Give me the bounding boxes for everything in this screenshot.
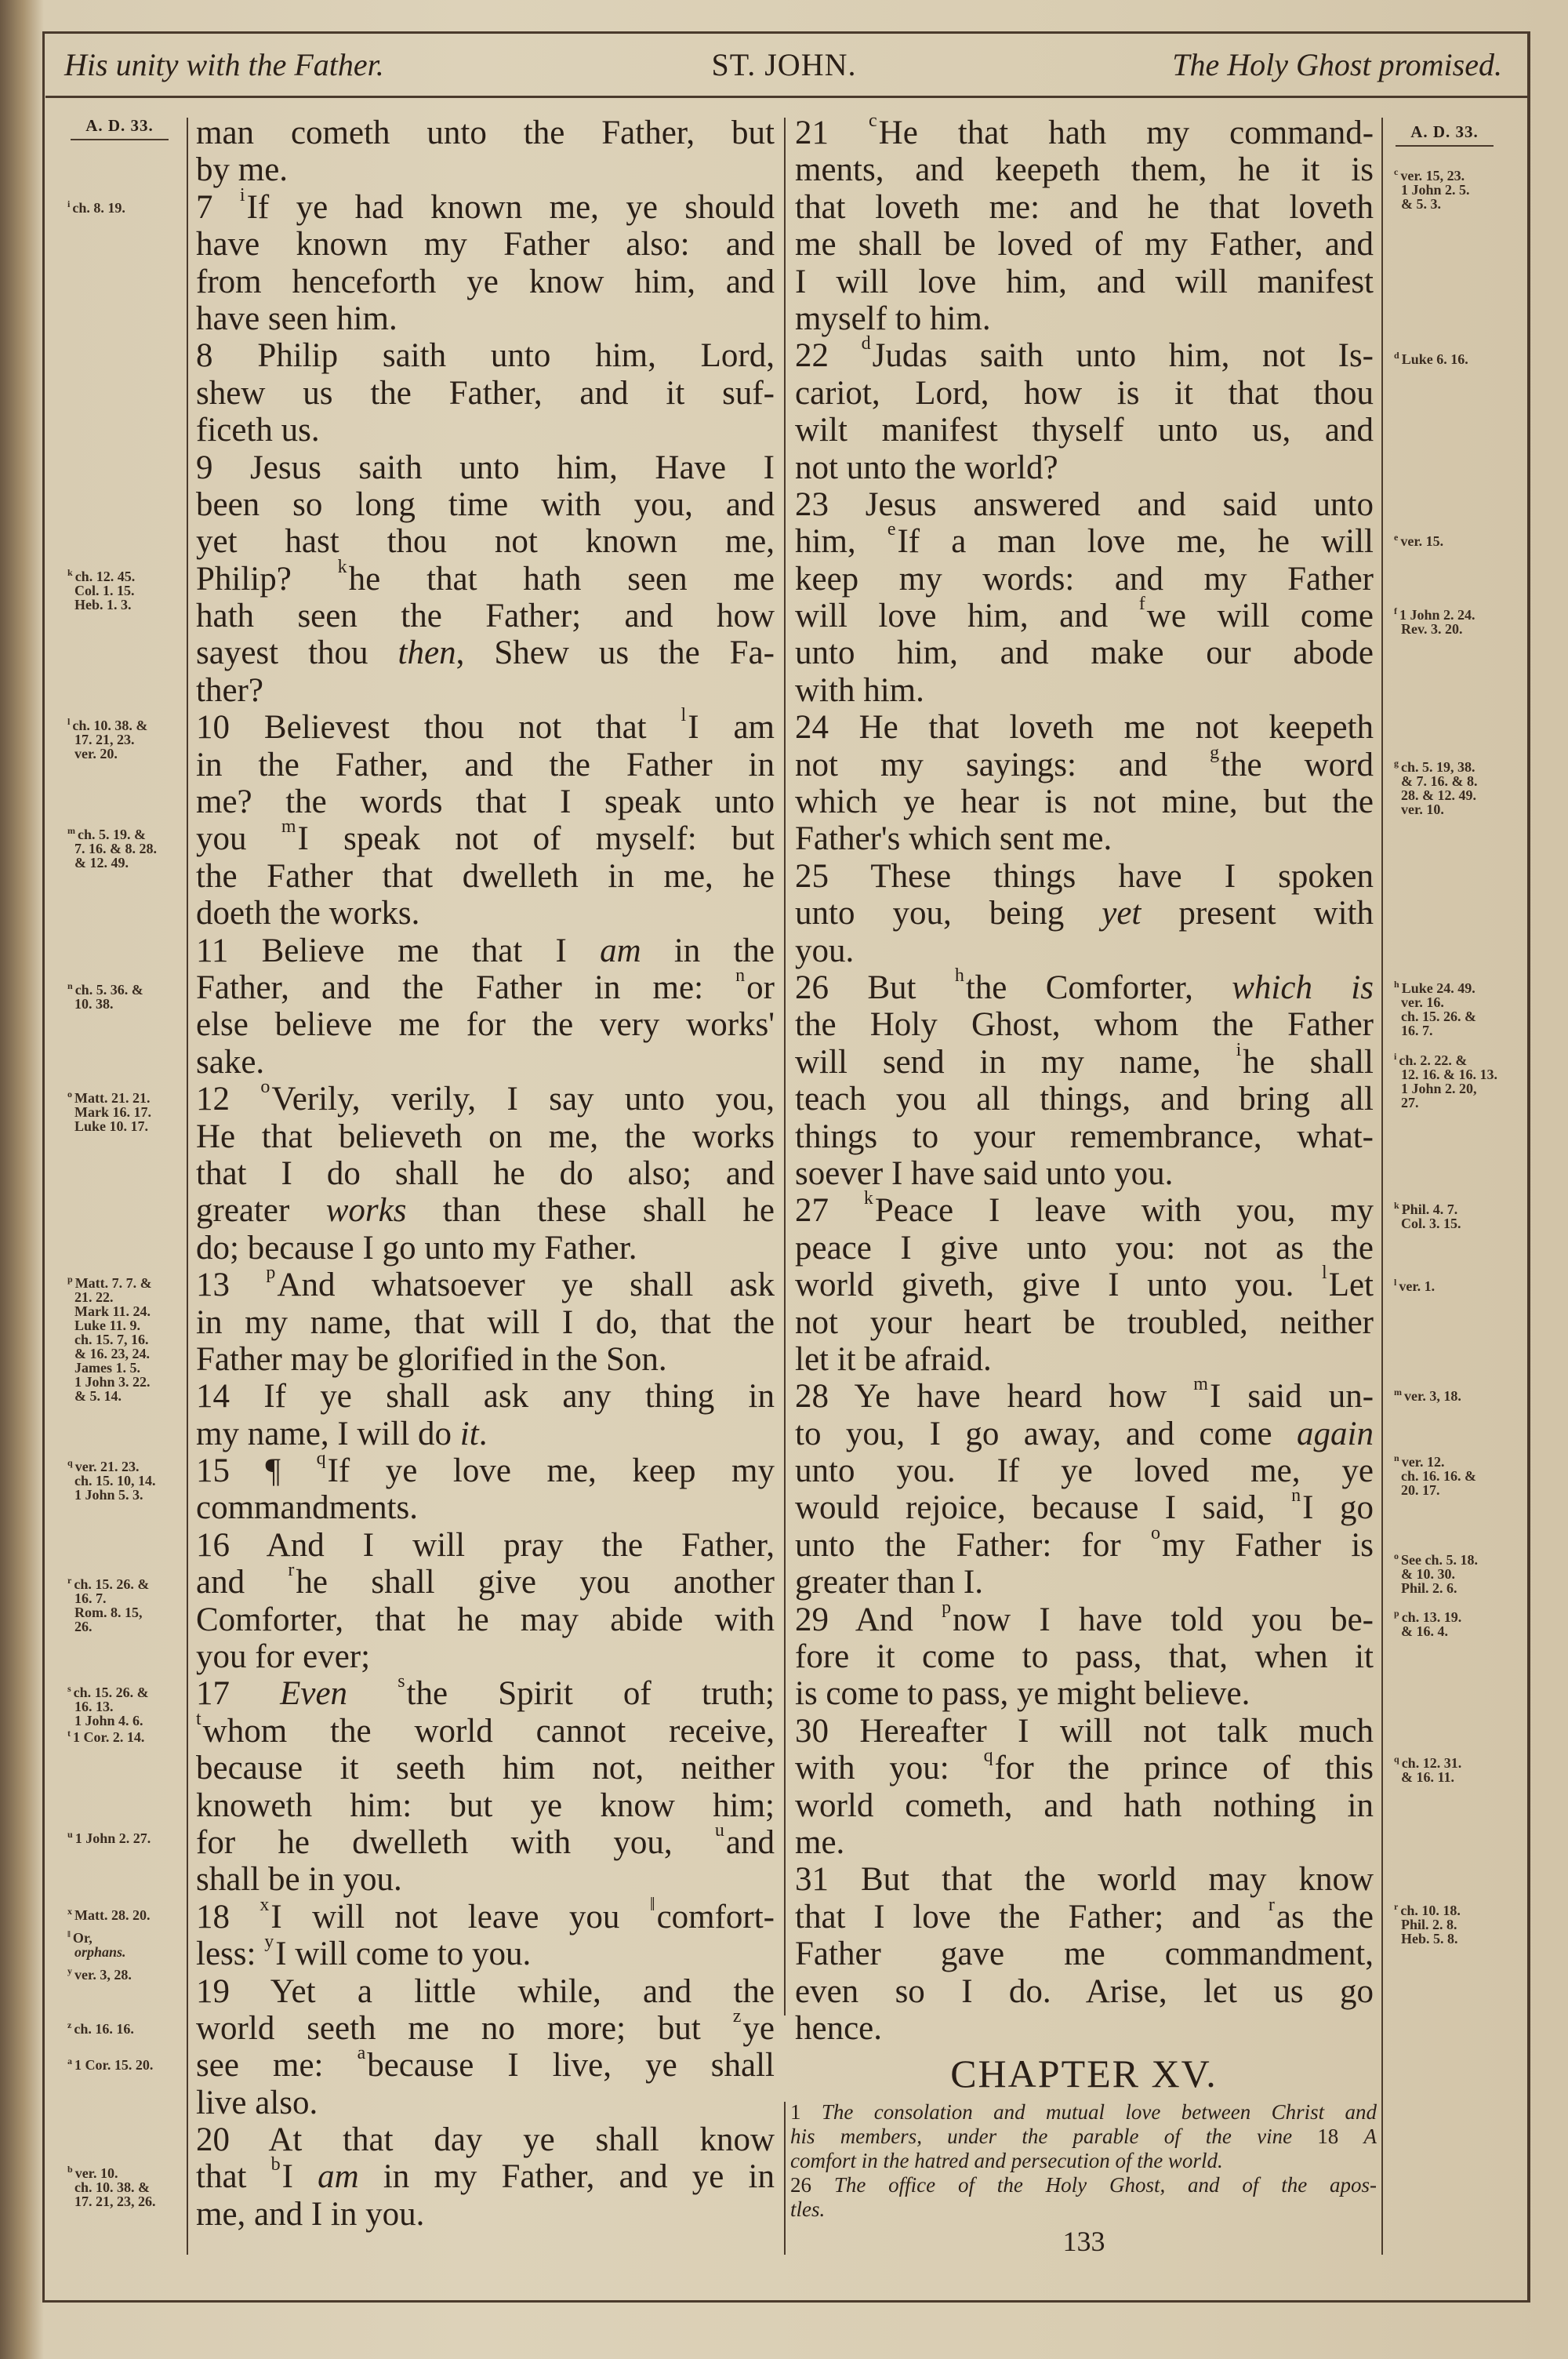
verse-number: 18 — [1317, 2125, 1364, 2148]
reference-text: ch. 12. 31. & 16. 11. — [1401, 1755, 1462, 1785]
reference-mark: f — [1138, 594, 1145, 615]
text-line: with him. — [795, 671, 924, 709]
text-line: have seen him. — [196, 300, 397, 337]
reference-mark: y — [264, 1932, 274, 1953]
reference-mark: o — [1394, 1550, 1399, 1561]
text-line: 27 $^k$Peace I leave with you, my — [795, 1188, 1374, 1230]
reference-mark: l — [1322, 1263, 1327, 1284]
text-line: 8 Philip saith unto him, Lord, — [196, 337, 775, 375]
reference-mark: h — [1394, 979, 1399, 990]
reference-mark: o — [1150, 1522, 1160, 1543]
text-line: comfort in the hatred and persecution of the world. — [790, 2149, 1223, 2172]
text-line: Philip? $^k$he that hath seen me — [196, 556, 775, 598]
text-line: 19 Yet a little while, and the — [196, 1972, 775, 2010]
cross-reference-note — [1394, 166, 1470, 212]
reference-mark: g — [1210, 742, 1220, 763]
text-line: me shall be loved of my Father, and — [795, 226, 1374, 264]
cross-reference-note — [1394, 1903, 1461, 1946]
reference-mark: i — [1236, 1039, 1242, 1060]
text-line: been so long time with you, and — [196, 485, 775, 523]
reference-text: ver. 3, 28. — [74, 1967, 132, 1983]
italic-text: am — [318, 2158, 359, 2196]
text-line: in my name, that will I do, that the — [196, 1303, 775, 1341]
reference-text: ch. 10. 38. & 17. 21, 23. ver. 20. — [72, 718, 148, 761]
reference-text: ver. 12. ch. 16. 16. & 20. 17. — [1401, 1454, 1476, 1498]
reference-text: ch. 5. 19. & 7. 16. & 8. 28. & 12. 49. — [74, 827, 157, 871]
text-line: 25 These things have I spoken — [795, 857, 1374, 895]
reference-mark: k — [1394, 1200, 1399, 1211]
reference-mark: f — [1394, 605, 1397, 616]
reference-mark: y — [67, 1965, 72, 1976]
text-line: commandments. — [196, 1489, 419, 1527]
text-line: knoweth him: but ye know him; — [196, 1787, 775, 1824]
text-line: me. — [795, 1823, 845, 1861]
text-line: shall be in you. — [196, 1861, 402, 1899]
reference-mark: z — [67, 2019, 72, 2030]
text-line: teach you all things, and bring all — [795, 1081, 1374, 1118]
text-line: the Father that dwelleth in me, he — [196, 857, 775, 895]
text-line: 16 And I will pray the Father, — [196, 1526, 775, 1564]
text-line: unto you, being yet present with — [795, 895, 1374, 932]
text-line: that I do shall he do also; and — [196, 1154, 775, 1192]
reference-mark: p — [1394, 1608, 1399, 1619]
text-line: 11 Believe me that I am in the — [196, 932, 775, 969]
text-line: 14 If ye shall ask any thing in — [196, 1378, 775, 1416]
text-line: 22 $^d$Judas saith unto him, not Is- — [795, 333, 1374, 375]
text-line: myself to him. — [795, 300, 991, 337]
text-line: to you, I go away, and come again — [795, 1415, 1374, 1452]
text-line: 1 The consolation and mutual love between Christ and — [790, 2100, 1377, 2124]
text-line: do; because I go unto my Father. — [196, 1229, 637, 1267]
running-head-left: His unity with the Father. — [64, 47, 384, 82]
reference-text: ch. 13. 19. & 16. 4. — [1401, 1609, 1462, 1639]
reference-text: ver. 15, 23. 1 John 2. 5. & 5. 3. — [1400, 168, 1470, 212]
text-line: unto the Father: for $^o$my Father is — [795, 1522, 1374, 1564]
reference-mark: b — [270, 2154, 281, 2175]
text-line: soever I have said unto you. — [795, 1154, 1174, 1192]
reference-mark: l — [1394, 1277, 1397, 1288]
cross-reference-note — [1394, 1756, 1461, 1784]
cross-reference-note — [1394, 981, 1476, 1038]
cross-reference-note — [67, 827, 157, 870]
text-line: tles. — [790, 2197, 826, 2221]
text-line: 31 But that the world may know — [795, 1861, 1374, 1899]
text-line: greater than I. — [795, 1564, 983, 1601]
reference-mark: h — [954, 965, 964, 986]
reference-mark: u — [714, 1819, 724, 1841]
cross-reference-note — [67, 1730, 144, 1744]
reference-mark: k — [67, 567, 73, 578]
reference-text: ch. 5. 19, 38. & 7. 16. & 8. 28. & 12. 49. ver. 10. — [1401, 759, 1478, 817]
text-line: He that believeth on me, the works — [196, 1118, 775, 1155]
text-line: from henceforth ye know him, and — [196, 263, 775, 300]
text-line: hence. — [795, 2009, 883, 2047]
right-margin-rule — [1381, 118, 1383, 2255]
italic-text: then — [397, 634, 456, 672]
reference-mark: o — [67, 1089, 72, 1100]
text-line: with you: $^q$for the prince of this — [795, 1746, 1374, 1787]
text-line: would rejoice, because I said, $^n$I go — [795, 1485, 1374, 1527]
reference-mark: i — [1394, 1051, 1397, 1062]
text-line: 13 $^p$And whatsoever ye shall ask — [196, 1263, 775, 1304]
text-line: have known my Father also: and — [196, 226, 775, 264]
text-line: man cometh unto the Father, but — [196, 114, 775, 151]
reference-mark: k — [337, 556, 347, 577]
cross-reference-note — [67, 1459, 156, 1502]
reference-mark: q — [316, 1448, 326, 1470]
text-line: 21 $^c$He that hath my command- — [795, 111, 1374, 151]
reference-mark: l — [67, 716, 71, 727]
text-line: 30 Hereafter I will not talk much — [795, 1712, 1374, 1750]
text-line: Father gave me commandment, — [795, 1936, 1374, 1973]
text-line: 7 $^i$If ye had known me, ye should — [196, 184, 775, 226]
reference-mark: z — [732, 2005, 742, 2026]
text-line: in the Father, and the Father in — [196, 746, 775, 783]
text-line: live also. — [196, 2084, 318, 2121]
text-line: 23 Jesus answered and said unto — [795, 485, 1374, 523]
text-line: 20 At that day ye shall know — [196, 2121, 775, 2159]
reference-text: ch. 10. 18. Phil. 2. 8. Heb. 5. 8. — [1400, 1903, 1461, 1946]
reference-mark: x — [260, 1894, 270, 1915]
text-line: sake. — [196, 1043, 265, 1081]
reference-text: 1 John 2. 24. Rev. 3. 20. — [1399, 607, 1475, 637]
text-line: is come to pass, ye might believe. — [795, 1675, 1250, 1713]
reference-mark: l — [681, 705, 687, 726]
reference-text: ver. 15. — [1400, 533, 1444, 549]
reference-mark: s — [67, 1683, 71, 1694]
reference-text: ch. 5. 36. & 10. 38. — [74, 982, 143, 1012]
italic-text: am — [600, 932, 641, 969]
reference-text: ch. 8. 19. — [72, 200, 125, 216]
italic-text: Even — [280, 1675, 348, 1713]
reference-text: Luke 24. 49. ver. 16. ch. 15. 26. & 16. 7. — [1401, 980, 1476, 1038]
reference-mark: p — [266, 1263, 276, 1284]
text-line: not your heart be troubled, neither — [795, 1303, 1374, 1341]
text-line: because it seeth him not, neither — [196, 1750, 775, 1787]
text-line: you for ever; — [196, 1638, 371, 1676]
reference-mark: r — [1394, 1901, 1399, 1912]
text-line: unto you. If ye loved me, ye — [795, 1452, 1374, 1490]
reference-text: Phil. 4. 7. Col. 3. 15. — [1401, 1201, 1461, 1231]
text-line: shew us the Father, and it suf- — [196, 374, 775, 412]
cross-reference-note — [67, 1276, 152, 1403]
text-line: doeth the works. — [196, 895, 420, 932]
reference-mark: t — [67, 1728, 71, 1739]
text-line: Comforter, that he may abide with — [196, 1601, 775, 1638]
text-line: my name, I will do it. — [196, 1415, 488, 1452]
text-line: the Holy Ghost, whom the Father — [795, 1006, 1374, 1044]
text-line: 26 But $^h$the Comforter, which is — [795, 965, 1374, 1006]
cross-reference-note — [1394, 1610, 1461, 1638]
text-line: ments, and keepeth them, he it is — [795, 151, 1374, 189]
text-line: sayest thou then, Shew us the Fa- — [196, 634, 775, 672]
running-head-right: The Holy Ghost promised. — [1172, 47, 1502, 82]
text-line: hath seen the Father; and how — [196, 598, 775, 635]
text-line: wilt manifest thyself unto us, and — [795, 412, 1374, 449]
reference-mark: i — [239, 184, 245, 205]
cross-reference-note — [67, 569, 135, 612]
verse-number: 1 — [790, 2100, 822, 2124]
reference-mark: r — [1268, 1894, 1275, 1915]
reference-mark: m — [1394, 1387, 1402, 1398]
text-line: 26 The office of the Holy Ghost, and of the apos- — [790, 2173, 1377, 2197]
reference-mark: t — [196, 1708, 201, 1729]
cross-reference-note — [1394, 1202, 1461, 1230]
cross-reference-note — [1394, 1550, 1478, 1596]
reference-mark: e — [887, 519, 896, 540]
left-margin-rule — [187, 118, 188, 2255]
italic-text: yet — [1102, 895, 1142, 932]
cross-reference-note — [1394, 760, 1478, 816]
reference-mark: q — [983, 1746, 993, 1767]
running-head-book: ST. JOHN. — [711, 47, 857, 82]
cross-reference-note — [1394, 534, 1443, 548]
text-line: 28 Ye have heard how $^m$I said un- — [795, 1374, 1374, 1416]
reference-mark: i — [67, 198, 71, 209]
italic-text: which is — [1232, 969, 1374, 1006]
column-divider-lower — [784, 2102, 786, 2255]
reference-mark: c — [868, 111, 877, 131]
reference-text: 1 John 2. 27. — [74, 1830, 151, 1846]
reference-text: ch. 12. 45. Col. 1. 15. Heb. 1. 3. — [74, 569, 136, 612]
text-column-right — [795, 111, 1374, 2047]
text-line: Father's which sent me. — [795, 820, 1112, 858]
text-line: cariot, Lord, how is it that thou — [795, 374, 1374, 412]
reference-text: ver. 3, 18. — [1404, 1388, 1461, 1404]
text-line: unto him, and make our abode — [795, 634, 1374, 672]
italic-text: again — [1297, 1415, 1374, 1452]
reference-mark: k — [863, 1188, 873, 1209]
cross-reference-note — [67, 980, 143, 1012]
reference-text: ver. 10. ch. 10. 38. & 17. 21, 23, 26. — [74, 2165, 156, 2209]
text-line: ther? — [196, 671, 263, 709]
text-line: you $^m$I speak not of myself: but — [196, 816, 775, 858]
reference-text: Matt. 28. 20. — [74, 1907, 151, 1923]
cross-reference-note — [67, 2019, 134, 2037]
reference-mark: d — [1394, 350, 1399, 361]
text-line: 9 Jesus saith unto him, Have I — [196, 449, 775, 486]
reference-text: Luke 6. 16. — [1401, 351, 1468, 367]
reference-mark: m — [67, 825, 75, 836]
cross-reference-note — [67, 1831, 151, 1845]
reference-text: Or, — [72, 1930, 93, 1946]
text-line: world giveth, give I unto you. $^l$Let — [795, 1263, 1374, 1304]
reference-text: Matt. 21. 21. Mark 16. 17. Luke 10. 17. — [74, 1090, 151, 1134]
reference-text: ch. 2. 22. & 12. 16. & 16. 13. 1 John 2. 20, 27. — [1399, 1052, 1497, 1110]
text-line: else believe me for the very works' — [196, 1006, 775, 1044]
text-line: Father may be glorified in the Son. — [196, 1340, 667, 1378]
italic-text: works — [325, 1192, 407, 1230]
reference-mark: d — [861, 333, 871, 354]
reference-mark: ‖ — [649, 1894, 655, 1915]
text-line: peace I give unto you: not as the — [795, 1229, 1374, 1267]
reference-text: ch. 15. 26. & 16. 7. Rom. 8. 15, 26. — [74, 1576, 150, 1634]
era-left: A. D. 33. — [71, 116, 169, 140]
reference-text: ver. 21. 23. ch. 15. 10, 14. 1 John 5. 3. — [74, 1459, 156, 1503]
text-line: that I love the Father; and $^r$as the — [795, 1894, 1374, 1936]
cross-reference-note — [67, 2055, 154, 2073]
text-line: see me: $^a$because I live, ye shall — [196, 2043, 775, 2085]
cross-reference-note — [67, 1928, 126, 1960]
text-line: $^t$whom the world cannot receive, — [196, 1708, 775, 1750]
text-line: you. — [795, 932, 855, 969]
cross-reference-note — [67, 1908, 150, 1922]
text-line: which ye hear is not mine, but the — [795, 783, 1374, 821]
text-column-left — [196, 114, 775, 2233]
reference-mark: m — [1193, 1374, 1208, 1395]
reference-text: 1 Cor. 2. 14. — [73, 1729, 145, 1745]
italic-text: it — [459, 1415, 479, 1452]
reference-text: 1 Cor. 15. 20. — [74, 2057, 154, 2073]
verse-number: 26 — [790, 2173, 834, 2197]
era-right: A. D. 33. — [1396, 122, 1494, 147]
text-line: 29 And $^p$now I have told you be- — [795, 1597, 1374, 1638]
text-line: ficeth us. — [196, 412, 320, 449]
text-line: not unto the world? — [795, 449, 1058, 486]
text-line: I will love him, and will manifest — [795, 263, 1374, 300]
reference-mark: ‖ — [67, 1928, 71, 1939]
text-line: me? the words that I speak unto — [196, 783, 775, 821]
text-line: and $^r$he shall give you another — [196, 1560, 775, 1601]
reference-text: ch. 16. 16. — [74, 2021, 134, 2037]
text-line: by me. — [196, 151, 289, 189]
reference-mark: n — [1291, 1485, 1301, 1507]
reference-mark: b — [67, 2164, 73, 2175]
reference-text: ver. 1. — [1399, 1278, 1436, 1294]
cross-reference-note — [67, 718, 147, 761]
header-rule — [45, 96, 1527, 98]
text-line: world seeth me no more; but $^z$ye — [196, 2005, 775, 2047]
reference-mark: r — [67, 1575, 72, 1586]
italic-text: orphans. — [74, 1944, 126, 1960]
text-line: will send in my name, $^i$he shall — [795, 1039, 1374, 1081]
reference-mark: q — [67, 1457, 73, 1468]
chapter-heading: CHAPTER XV. — [950, 2052, 1218, 2095]
reference-mark: n — [1394, 1452, 1399, 1463]
chapter-summary — [790, 2100, 1377, 2222]
reference-text: ch. 15. 26. & 16. 13. 1 John 4. 6. — [73, 1685, 149, 1728]
cross-reference-note — [67, 1685, 149, 1728]
text-line: will love him, and $^f$we will come — [795, 594, 1374, 635]
reference-mark: n — [735, 965, 746, 986]
reference-mark: u — [67, 1829, 73, 1840]
cross-reference-note — [1394, 605, 1475, 637]
text-line: Father, and the Father in me: $^n$or — [196, 965, 775, 1006]
cross-reference-note — [67, 1091, 151, 1133]
text-line: world cometh, and hath nothing in — [795, 1787, 1374, 1824]
text-line: keep my words: and my Father — [795, 560, 1374, 598]
reference-mark: q — [1394, 1754, 1399, 1765]
text-line: me, and I in you. — [196, 2195, 425, 2233]
text-line: even so I do. Arise, let us go — [795, 1972, 1374, 2010]
text-line: 10 Believest thou not that $^l$I am — [196, 705, 775, 747]
text-line: him, $^e$If a man love me, he will — [795, 519, 1374, 561]
text-line: for he dwelleth with you, $^u$and — [196, 1819, 775, 1861]
cross-reference-note — [67, 1577, 149, 1634]
text-line: less: $^y$I will come to you. — [196, 1932, 532, 1973]
reference-mark: e — [1394, 532, 1399, 543]
reference-mark: p — [67, 1274, 73, 1285]
reference-mark: o — [260, 1077, 270, 1098]
reference-mark: c — [1394, 166, 1399, 177]
text-line: 18 $^x$I will not leave you ‖comfort- — [196, 1894, 775, 1936]
text-line: 15 ¶ $^q$If ye love me, keep my — [196, 1448, 775, 1490]
reference-mark: r — [288, 1560, 295, 1581]
reference-mark: s — [397, 1671, 405, 1692]
reference-text: Matt. 7. 7. & 21. 22. Mark 11. 24. Luke 11. 9. ch. 15. 7, 16. & 16. 23, 24. James 1. 5. 1 John 3. 22. & 5. 14. — [74, 1275, 152, 1404]
reference-mark: m — [281, 816, 296, 838]
reference-mark: g — [1394, 758, 1399, 769]
text-line: greater works than these shall he — [196, 1192, 775, 1230]
text-line: fore it come to pass, that, when it — [795, 1638, 1374, 1676]
cross-reference-note — [1394, 1389, 1461, 1403]
reference-mark: a — [67, 2055, 72, 2066]
text-line: that $^b$I am in my Father, and ye in — [196, 2154, 775, 2196]
reference-mark: x — [67, 1906, 72, 1917]
cross-reference-note — [1394, 352, 1468, 366]
text-line: that loveth me: and he that loveth — [795, 188, 1374, 226]
text-line: let it be afraid. — [795, 1340, 992, 1378]
reference-mark: n — [67, 980, 73, 991]
page-number: 133 — [1062, 2226, 1105, 2257]
cross-reference-note — [67, 1965, 132, 1983]
text-line: not my sayings: and $^g$the word — [795, 742, 1374, 783]
text-line: things to your remembrance, what- — [795, 1118, 1374, 1155]
text-line: 24 He that loveth me not keepeth — [795, 709, 1374, 747]
cross-reference-note — [67, 198, 125, 216]
cross-reference-note — [1394, 1452, 1476, 1498]
reference-mark: p — [942, 1597, 952, 1618]
text-line: 17 Even $^s$the Spirit of truth; — [196, 1671, 775, 1713]
cross-reference-note — [1394, 1279, 1435, 1293]
text-line: 12 $^o$Verily, verily, I say unto you, — [196, 1077, 775, 1118]
text-line: yet hast thou not known me, — [196, 523, 775, 561]
column-divider — [784, 118, 786, 2016]
reference-text: See ch. 5. 18. & 10. 30. Phil. 2. 6. — [1401, 1552, 1478, 1596]
cross-reference-note — [67, 2166, 156, 2208]
text-line: his members, under the parable of the vine 18 A — [790, 2125, 1377, 2148]
cross-reference-note — [1394, 1053, 1497, 1110]
reference-mark: a — [357, 2043, 366, 2064]
